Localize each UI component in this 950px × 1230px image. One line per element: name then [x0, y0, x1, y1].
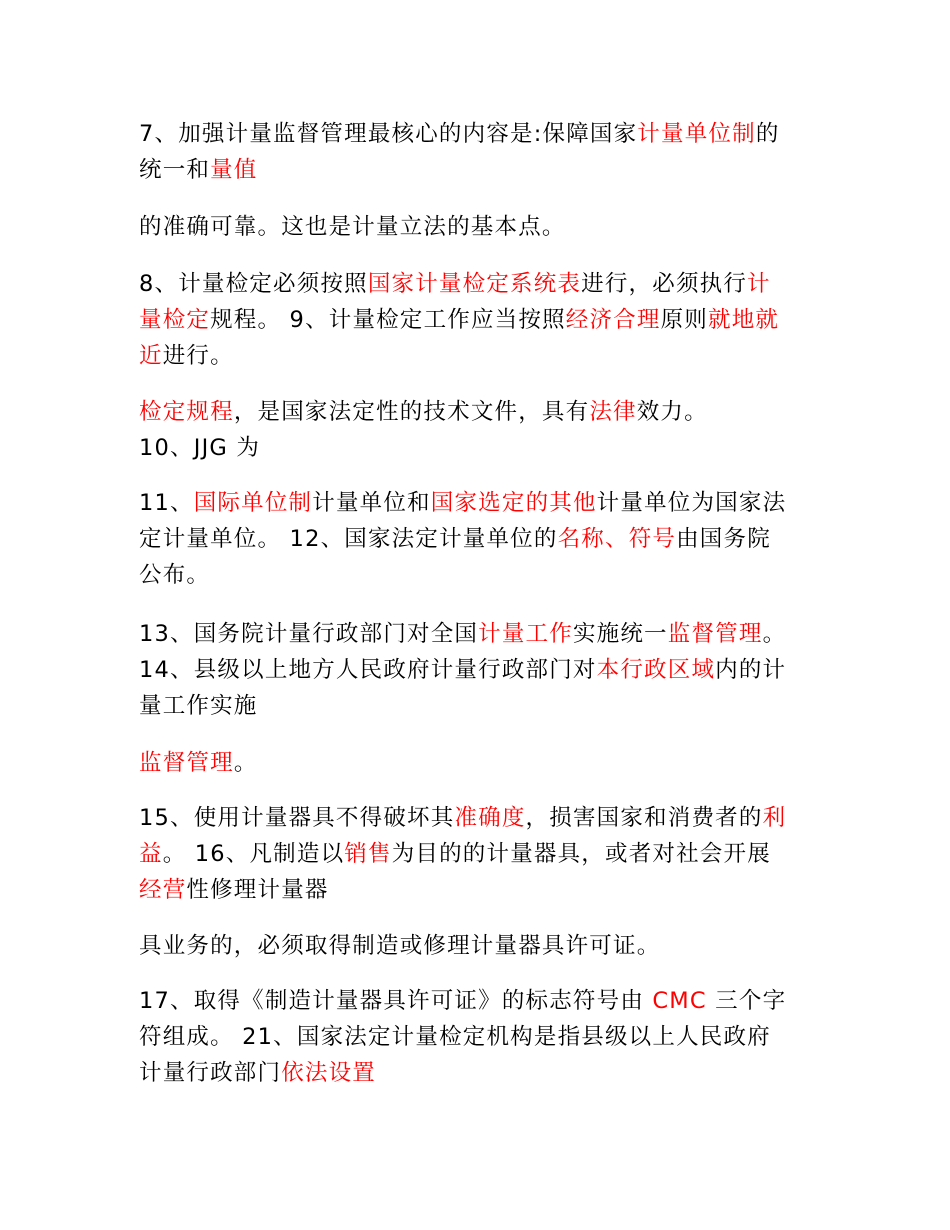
paragraph-15-16 — [139, 800, 819, 908]
text-segment: 原则 — [660, 307, 708, 333]
highlighted-term: 就地就 — [708, 307, 780, 333]
text-segment: 计量单位和 — [312, 490, 431, 516]
text-segment: 三个字 — [706, 988, 787, 1014]
highlighted-term: 名称、符号 — [557, 526, 677, 552]
text-segment: 计量行政部门 — [139, 1060, 282, 1086]
text-line — [139, 745, 819, 781]
text-segment: 8、计量检定必须按照 — [139, 271, 368, 297]
text-segment: 10、JJG 为 — [139, 435, 261, 461]
text-segment: ，是国家法定性的技术文件，具有 — [233, 399, 590, 425]
text-line — [139, 521, 819, 557]
text-line — [139, 652, 819, 688]
text-line — [139, 983, 819, 1019]
text-segment: 15、使用计量器具不得破坏其 — [139, 805, 455, 831]
text-segment: 规程。 9、计量检定工作应当按照 — [210, 307, 566, 333]
text-line — [139, 1019, 819, 1055]
text-segment: 。 — [233, 750, 258, 776]
text-segment: 公布。 — [139, 562, 211, 588]
text-segment: 13、国务院计量行政部门对全国 — [139, 621, 479, 647]
highlighted-term: 量检定 — [139, 307, 211, 333]
paragraph-17-21 — [139, 983, 819, 1091]
highlighted-term: 益 — [139, 841, 163, 867]
highlighted-term: 近 — [139, 343, 163, 369]
text-segment: 具业务的，必须取得制造或修理计量器具许可证。 — [139, 933, 661, 959]
highlighted-term: 监督管理 — [667, 621, 763, 647]
text-line — [139, 338, 819, 374]
text-segment: 进行，必须执行 — [581, 271, 748, 297]
text-line — [139, 152, 819, 188]
highlighted-term: 依法设置 — [281, 1060, 377, 1086]
text-line — [139, 836, 819, 872]
paragraph-verification-regulation — [139, 394, 819, 466]
text-line — [139, 872, 819, 908]
paragraph-11-12 — [139, 485, 819, 593]
highlighted-term: CMC — [652, 988, 707, 1014]
text-segment: 统一和 — [139, 157, 211, 183]
text-line — [139, 266, 819, 302]
text-segment: 效力。 — [636, 399, 708, 425]
text-segment: 符组成。 21、国家法定计量检定机构是指县级以上人民政府 — [139, 1024, 771, 1050]
text-segment: 。 16、凡制造以 — [162, 841, 345, 867]
paragraph-7-continued — [139, 209, 819, 245]
text-segment: 内的计 — [715, 657, 787, 683]
text-segment: 量工作实施 — [139, 693, 258, 719]
text-segment: 。 — [762, 621, 787, 647]
text-line — [139, 688, 819, 724]
text-line — [139, 209, 819, 245]
highlighted-term: 监督管理 — [139, 750, 234, 776]
highlighted-term: 检定规程 — [139, 399, 234, 425]
text-line — [139, 430, 819, 466]
text-line — [139, 394, 819, 430]
text-segment: 的 — [755, 121, 780, 147]
text-segment: 计量单位为国家法 — [596, 490, 787, 516]
highlighted-term: 法律 — [589, 399, 637, 425]
text-segment: 进行。 — [162, 343, 234, 369]
highlighted-term: 计 — [747, 271, 771, 297]
text-line — [139, 1055, 819, 1091]
highlighted-term: 量值 — [210, 157, 258, 183]
highlighted-term: 国家计量检定系统表 — [367, 271, 582, 297]
text-line — [139, 928, 819, 964]
text-segment: 的准确可靠。这也是计量立法的基本点。 — [139, 214, 566, 240]
highlighted-term: 国家选定的其他 — [430, 490, 597, 516]
highlighted-term: 利 — [762, 805, 787, 831]
text-segment: ，损害国家和消费者的 — [525, 805, 763, 831]
highlighted-term: 本行政区域 — [596, 657, 716, 683]
text-segment: 14、县级以上地方人民政府计量行政部门对 — [139, 657, 597, 683]
highlighted-term: 经营 — [139, 877, 187, 903]
paragraph-supervision — [139, 745, 819, 781]
text-line — [139, 302, 819, 338]
highlighted-term: 销售 — [344, 841, 392, 867]
paragraph-8-9 — [139, 266, 819, 374]
text-line — [139, 485, 819, 521]
text-segment: 由国务院 — [676, 526, 771, 552]
text-segment: 为目的的计量器具，或者对社会开展 — [391, 841, 771, 867]
highlighted-term: 计量单位制 — [637, 121, 756, 147]
text-segment: 7、加强计量监督管理最核心的内容是:保障国家 — [139, 121, 638, 147]
highlighted-term: 国际单位制 — [193, 490, 313, 516]
text-segment: 实施统一 — [572, 621, 668, 647]
text-line — [139, 616, 819, 652]
text-segment: 定计量单位。 12、国家法定计量单位的 — [139, 526, 558, 552]
text-segment: 11、 — [139, 490, 194, 516]
highlighted-term: 准确度 — [454, 805, 526, 831]
text-line — [139, 800, 819, 836]
highlighted-term: 计量工作 — [478, 621, 573, 647]
paragraph-13-14 — [139, 616, 819, 724]
paragraph-7 — [139, 116, 819, 188]
highlighted-term: 经济合理 — [565, 307, 661, 333]
text-segment: 17、取得《制造计量器具许可证》的标志符号由 — [139, 988, 653, 1014]
text-line — [139, 116, 819, 152]
paragraph-license — [139, 928, 819, 964]
text-line — [139, 557, 819, 593]
text-segment: 性修理计量器 — [186, 877, 329, 903]
